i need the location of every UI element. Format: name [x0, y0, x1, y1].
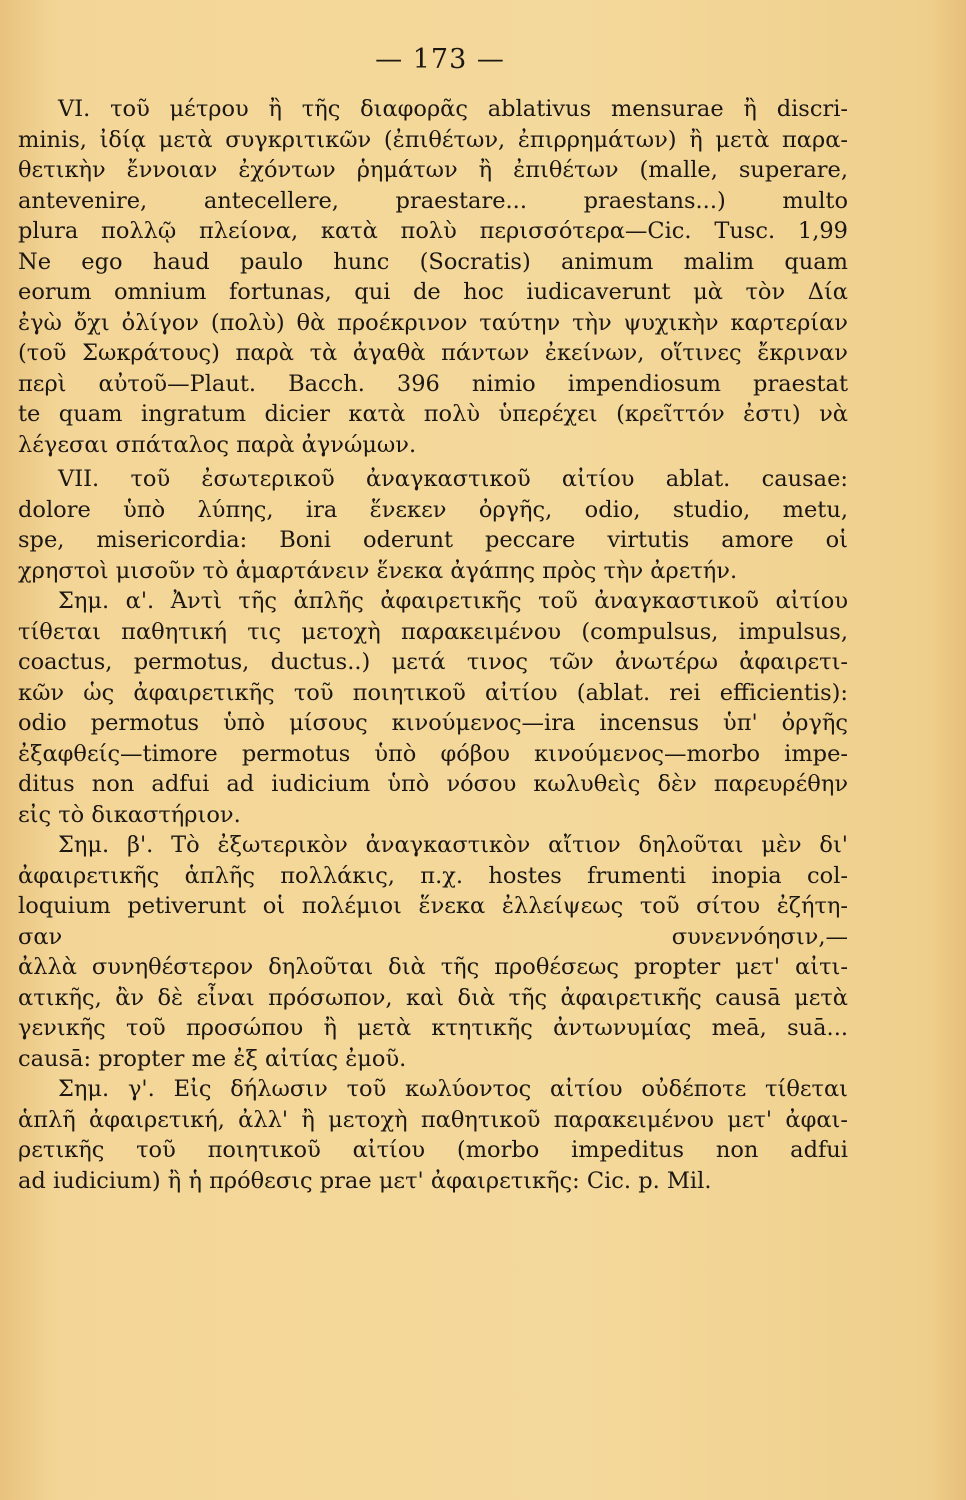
text-line: εἰς τὸ δικαστήριον. [18, 801, 241, 828]
text-line: ditus non adfui ad iudicium ὑπὸ νόσου κωλυθεὶς δὲν παρευρέθην [18, 771, 848, 797]
text-line: VI. τοῦ μέτρου ἢ τῆς διαφορᾶς ablativus mensurae ἢ discri- [58, 96, 848, 122]
text-line: Σημ. γ'. Εἰς δήλωσιν τοῦ κωλύοντος αἰτίου οὐδέποτε τίθεται [58, 1076, 848, 1102]
text-line: coactus, permotus, ductus..) μετά τινος τῶν ἀνωτέρω ἀφαιρετι- [18, 649, 848, 675]
text-line: Σημ. β'. Τὸ ἐξωτερικὸν ἀναγκαστικὸν αἴτιον δηλοῦται μὲν δι' [58, 832, 848, 858]
text-line: minis, ἰδίᾳ μετὰ συγκριτικῶν (ἐπιθέτων, ἐπιρρημάτων) ἢ μετὰ παρα- [18, 126, 848, 153]
text-line: dolore ὑπὸ λύπης, ira ἕνεκεν ὀργῆς, odio, studio, metu, [18, 496, 848, 523]
paragraph-sec-vi [18, 94, 848, 460]
text-line: ατικῆς, ἂν δὲ εἶναι πρόσωπον, καὶ διὰ τῆς ἀφαιρετικῆς causā μετὰ [18, 984, 848, 1011]
text-line: σαν συνεννόησιν,— [18, 923, 848, 950]
text-line: loquium petiverunt οἱ πολέμιοι ἕνεκα ἐλλείψεως τοῦ σίτου ἐζήτη- [18, 893, 848, 919]
text-line: γενικῆς τοῦ προσώπου ἢ μετὰ κτητικῆς ἀντωνυμίας meā, suā... [18, 1015, 848, 1041]
page-body-text [18, 94, 848, 1196]
paragraph-sec-vii [18, 464, 848, 586]
text-line: odio permotus ὑπὸ μίσους κινούμενος—ira incensus ὑπ' ὀργῆς [18, 710, 848, 736]
text-line: te quam ingratum dicier κατὰ πολὺ ὑπερέχει (κρεῖττόν ἐστι) νὰ [18, 401, 848, 427]
paragraph-note-c [18, 1074, 848, 1196]
text-line: χρηστοὶ μισοῦν τὸ ἁμαρτάνειν ἕνεκα ἀγάπης πρὸς τὴν ἀρετήν. [18, 557, 738, 584]
text-line: spe, misericordia: Boni oderunt peccare virtutis amore οἱ [18, 527, 848, 553]
text-line: causā: propter me ἐξ αἰτίας ἐμοῦ. [18, 1045, 407, 1072]
text-line: Σημ. α'. Ἀντὶ τῆς ἁπλῆς ἀφαιρετικῆς τοῦ ἀναγκαστικοῦ αἰτίου [58, 588, 848, 614]
text-line: eorum omnium fortunas, qui de hoc iudicaverunt μὰ τὸν Δία [18, 279, 848, 305]
paragraph-note-b [18, 830, 848, 1074]
text-line: VII. τοῦ ἐσωτερικοῦ ἀναγκαστικοῦ αἰτίου ablat. causae: [58, 466, 848, 492]
text-line: antevenire, antecellere, praestare... praestans...) multo [18, 187, 848, 214]
text-line: περὶ αὐτοῦ—Plaut. Bacch. 396 nimio impendiosum praestat [18, 370, 848, 397]
text-line: ἀφαιρετικῆς ἁπλῆς πολλάκις, π.χ. hostes frumenti inopia col- [18, 862, 848, 889]
text-line: ἐγὼ ὄχι ὀλίγον (πολὺ) θὰ προέκρινον ταύτην τὴν ψυχικὴν καρτερίαν [18, 309, 848, 336]
text-line: ἐξαφθείς—timore permotus ὑπὸ φόβου κινούμενος—morbo impe- [18, 740, 848, 767]
text-line: τίθεται παθητική τις μετοχὴ παρακειμένου (compulsus, impulsus, [18, 618, 848, 645]
text-line: ad iudicium) ἢ ἡ πρόθεσις prae μετ' ἀφαιρετικῆς: Cic. p. Mil. [18, 1167, 712, 1194]
text-line: plura πολλῷ πλείονα, κατὰ πολὺ περισσότερα—Cic. Tusc. 1,99 [18, 218, 848, 244]
text-line: κῶν ὡς ἀφαιρετικῆς τοῦ ποιητικοῦ αἰτίου (ablat. rei efficientis): [18, 679, 848, 706]
text-line: (τοῦ Σωκράτους) παρὰ τὰ ἀγαθὰ πάντων ἐκείνων, οἵτινες ἔκριναν [18, 340, 848, 366]
text-line: ἀλλὰ συνηθέστερον δηλοῦται διὰ τῆς προθέσεως propter μετ' αἰτι- [18, 954, 848, 980]
paragraph-note-a [18, 586, 848, 830]
text-line: ἁπλῆ ἀφαιρετική, ἀλλ' ἢ μετοχὴ παθητικοῦ παρακειμένου μετ' ἀφαι- [18, 1106, 848, 1133]
text-line: ρετικῆς τοῦ ποιητικοῦ αἰτίου (morbo impeditus non adfui [18, 1137, 848, 1163]
page-number: — 173 — [375, 44, 505, 75]
text-line: Ne ego haud paulo hunc (Socratis) animum malim quam [18, 248, 848, 275]
text-line: λέγεσαι σπάταλος παρὰ ἀγνώμων. [18, 431, 417, 458]
text-line: θετικὴν ἔννοιαν ἐχόντων ῥημάτων ἢ ἐπιθέτων (malle, superare, [18, 157, 848, 183]
